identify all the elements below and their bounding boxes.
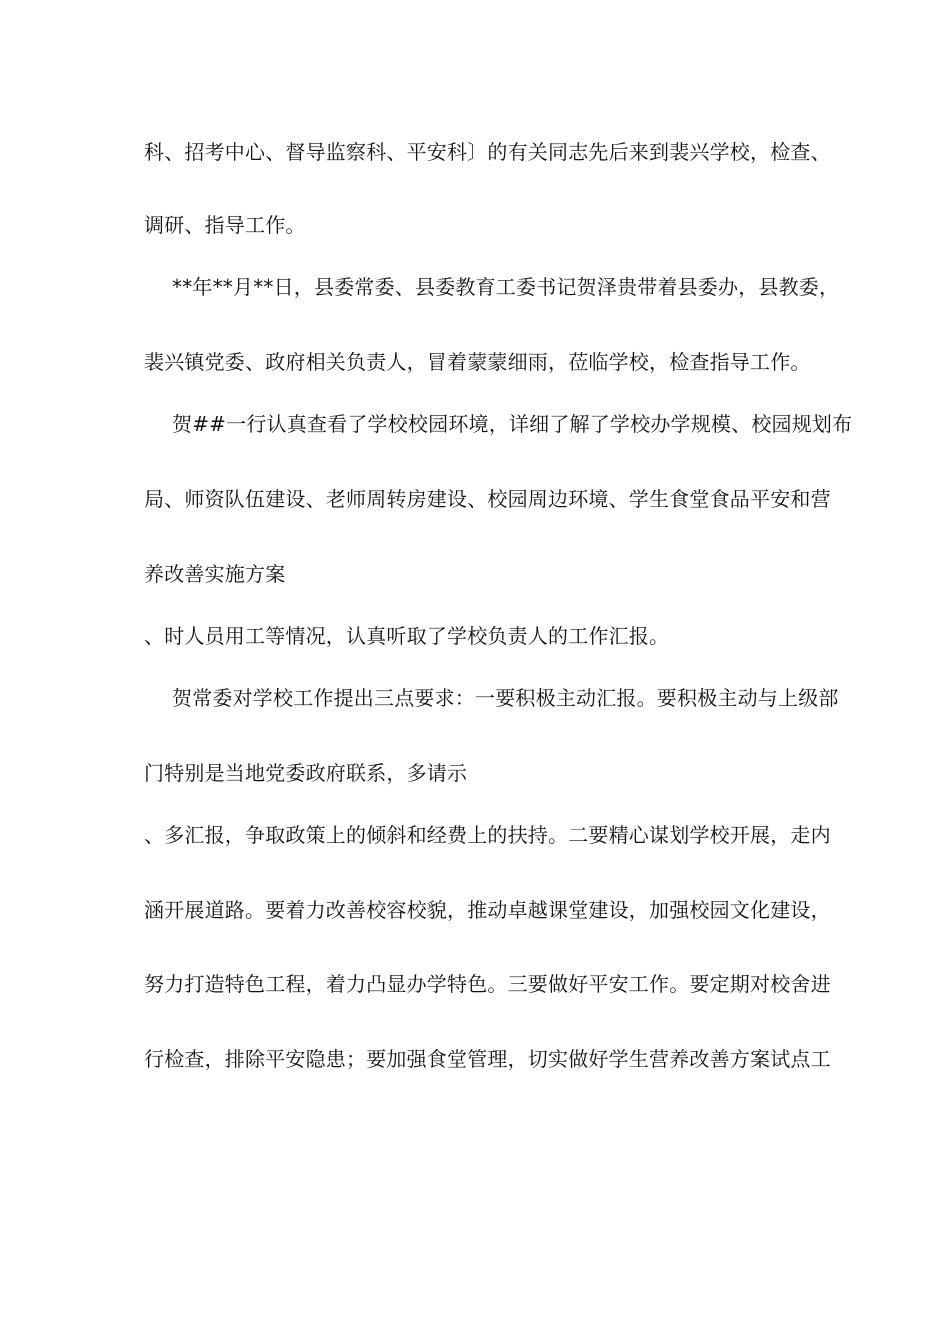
text-line-1: 科、招考中心、督导监察科、平安科〕的有关同志先后来到裴兴学校，检查、 bbox=[144, 140, 831, 164]
text-line-10: 门特别是当地党委政府联系，多请示 bbox=[144, 761, 468, 785]
text-line-4: 裴兴镇党委、政府相关负责人，冒着蒙蒙细雨，莅临学校，检查指导工作。 bbox=[144, 350, 811, 374]
text-line-5: 贺##一行认真查看了学校校园环境，详细了解了学校办学规模、校园规划布 bbox=[172, 412, 853, 436]
text-line-13: 努力打造特色工程，着力凸显办学特色。三要做好平安工作。要定期对校舍进 bbox=[144, 972, 831, 996]
text-line-7: 养改善实施方案 bbox=[144, 562, 286, 586]
text-line-12: 涵开展道路。要着力改善校容校貌，推动卓越课堂建设，加强校园文化建设， bbox=[144, 898, 831, 922]
text-line-2: 调研、指导工作。 bbox=[144, 213, 306, 237]
text-line-3: **年**月**日，县委常委、县委教育工委书记贺泽贵带着县委办，县教委， bbox=[172, 275, 840, 299]
text-line-14: 行检查，排除平安隐患；要加强食堂管理，切实做好学生营养改善方案试点工 bbox=[144, 1047, 831, 1071]
text-line-8: 、时人员用工等情况，认真听取了学校负责人的工作汇报。 bbox=[144, 624, 670, 648]
text-line-9: 贺常委对学校工作提出三点要求：一要积极主动汇报。要积极主动与上级部 bbox=[172, 686, 839, 710]
text-line-11: 、多汇报，争取政策上的倾斜和经费上的扶持。二要精心谋划学校开展，走内 bbox=[144, 823, 831, 847]
text-line-6: 局、师资队伍建设、老师周转房建设、校园周边环境、学生食堂食品平安和营 bbox=[144, 487, 831, 511]
